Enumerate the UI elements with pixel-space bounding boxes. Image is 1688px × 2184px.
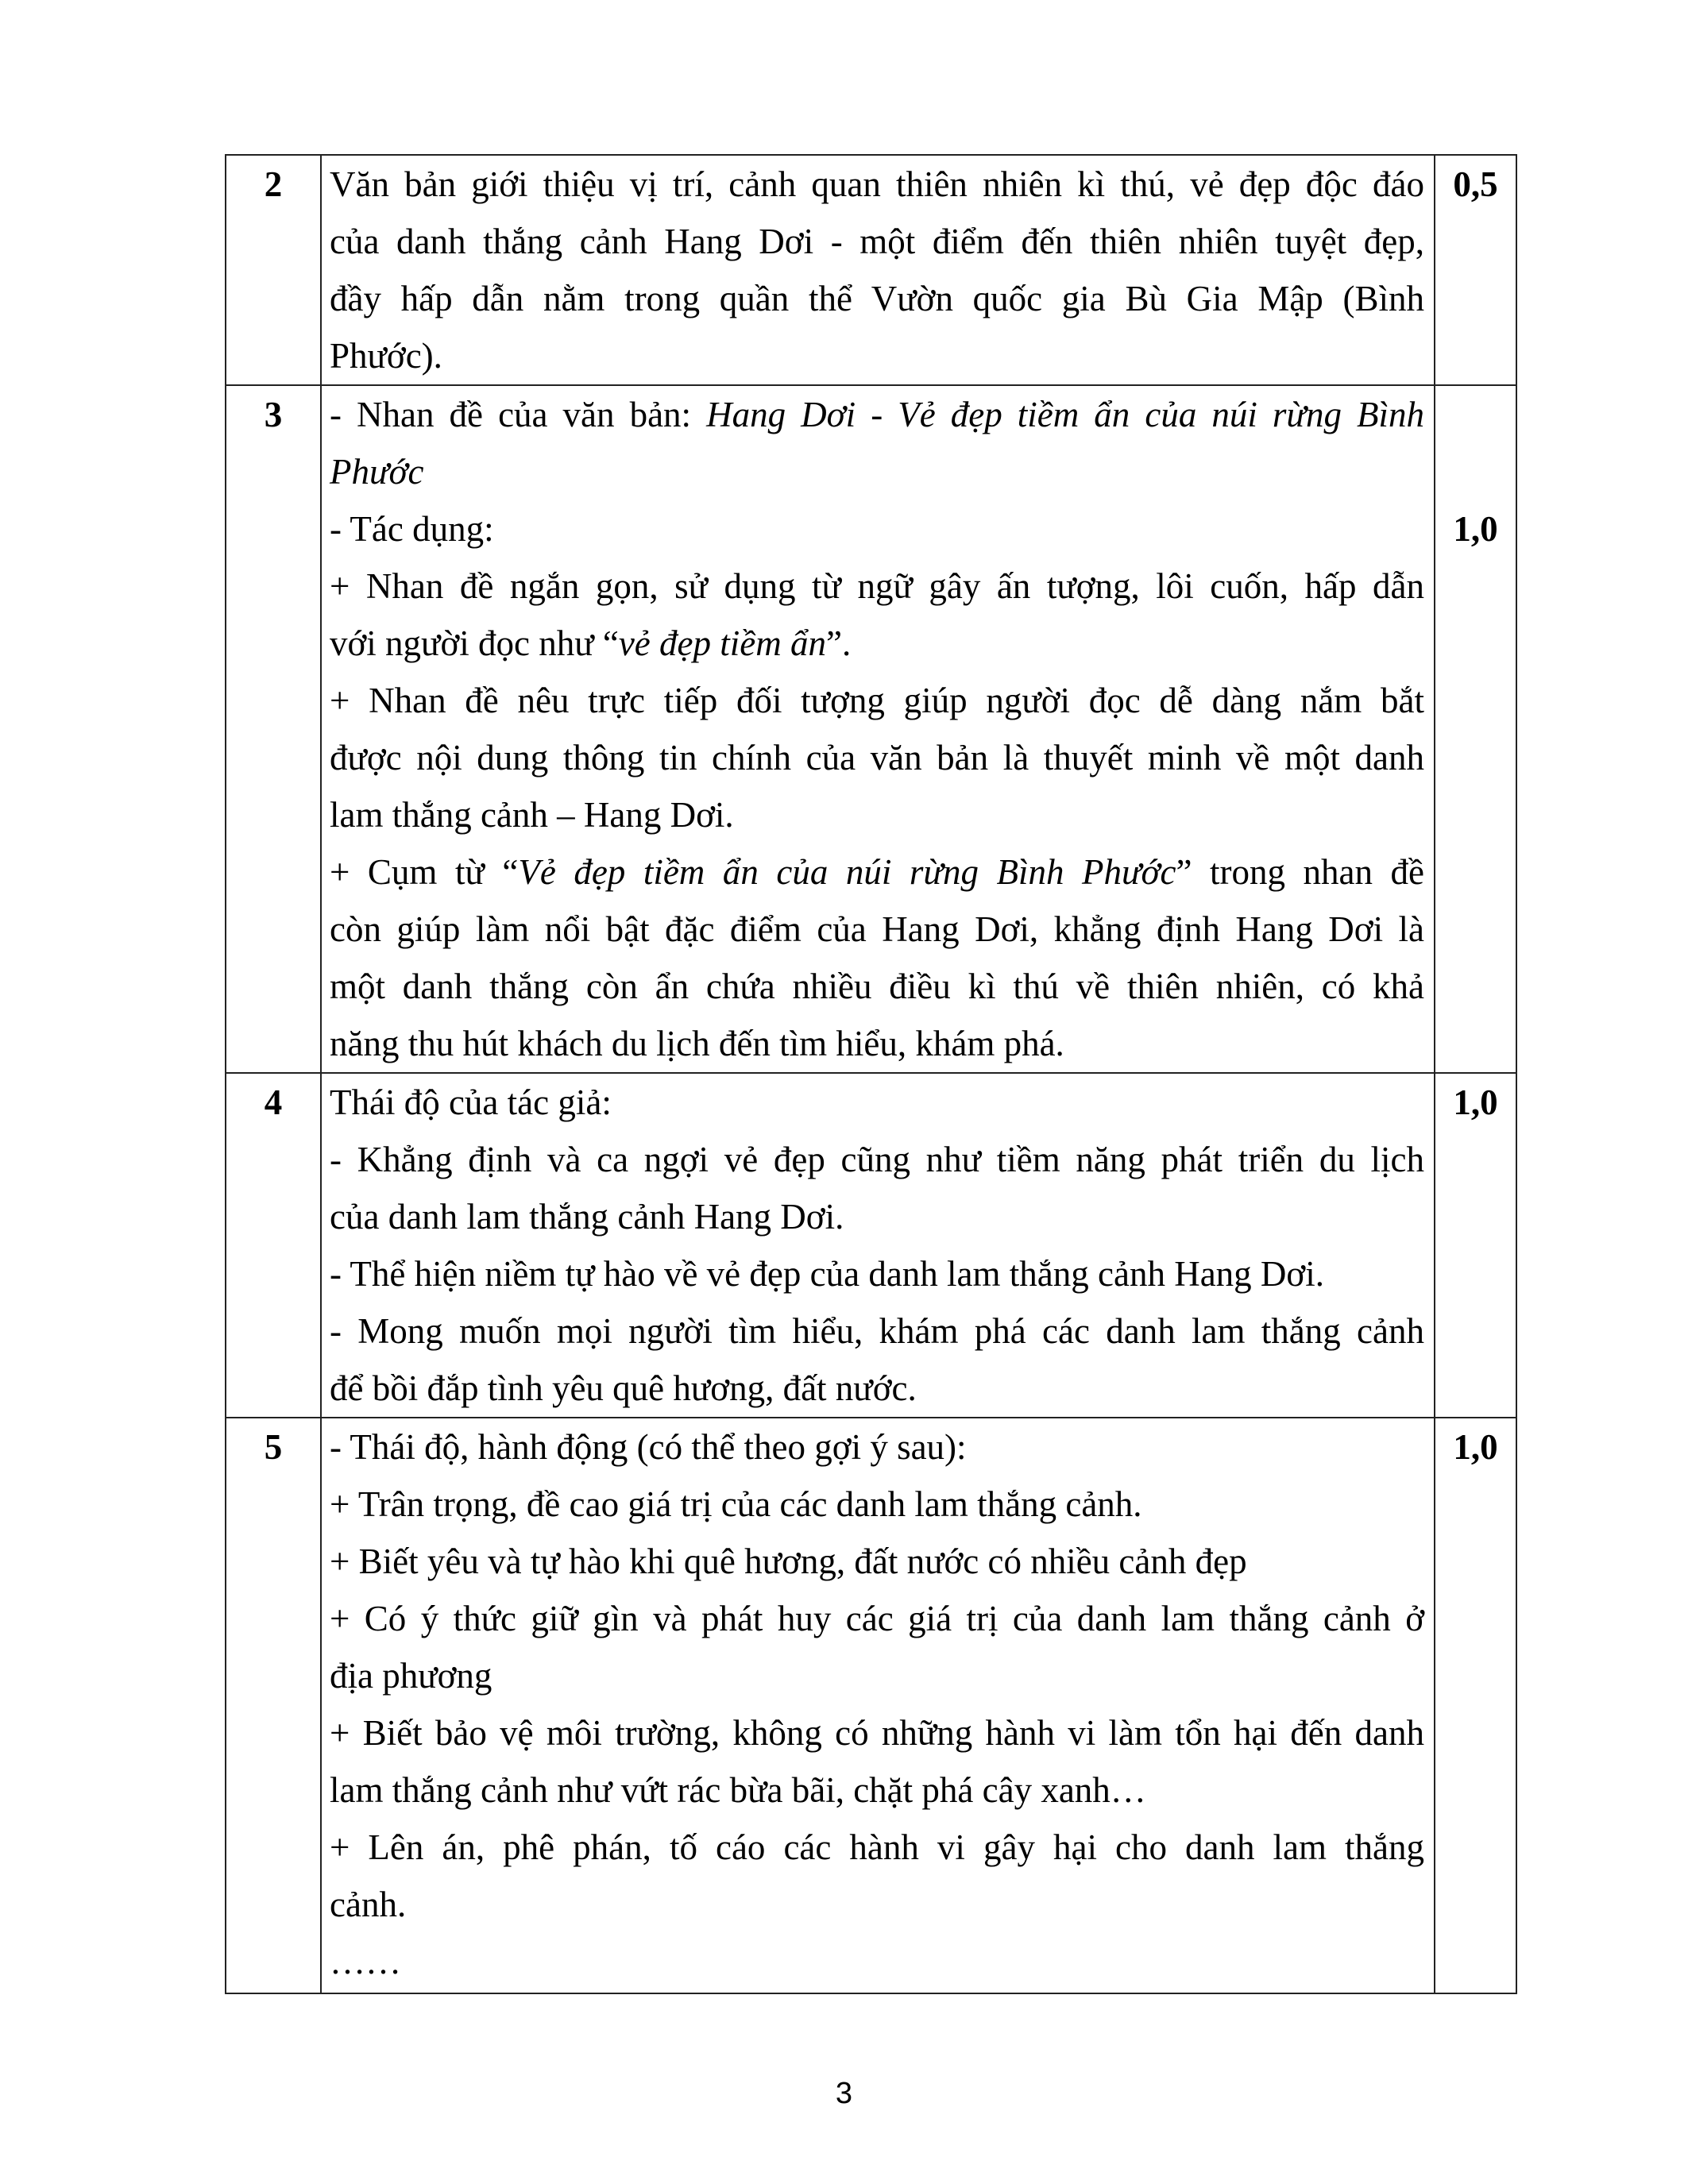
text: với người đọc như “ — [330, 623, 619, 663]
text: Phước). — [330, 336, 442, 376]
answer-content — [321, 385, 1435, 1073]
question-number: 5 — [226, 1418, 321, 1993]
answer-line — [330, 1302, 1424, 1360]
text: + Nhan đề ngắn gọn, sử dụng từ ngữ gây ấn tượng, lôi cuốn, hấp dẫn — [330, 566, 1424, 606]
text: còn giúp làm nổi bật đặc điểm của Hang Dơi, khẳng định Hang Dơi là — [330, 909, 1424, 949]
italic-text: Phước — [330, 452, 424, 492]
text: - Thể hiện niềm tự hào về vẻ đẹp của danh lam thắng cảnh Hang Dơi. — [330, 1254, 1324, 1294]
text: + Có ý thức giữ gìn và phát huy các giá trị của danh lam thắng cảnh ở — [330, 1599, 1424, 1638]
answer-line — [330, 672, 1424, 729]
question-number: 4 — [226, 1073, 321, 1418]
table-row — [226, 1418, 1516, 1993]
text: năng thu hút khách du lịch đến tìm hiểu, khám phá. — [330, 1024, 1064, 1063]
answer-line — [330, 1015, 1424, 1072]
answer-line — [330, 327, 1424, 384]
answer-line — [330, 1819, 1424, 1876]
score: 1,0 — [1435, 1418, 1516, 1993]
text: - Thái độ, hành động (có thể theo gợi ý sau): — [330, 1427, 967, 1467]
answer-line — [330, 1131, 1424, 1188]
text: được nội dung thông tin chính của văn bản là thuyết minh về một danh — [330, 738, 1424, 778]
text: ” trong nhan đề — [1176, 852, 1424, 892]
score: 1,0 — [1435, 1073, 1516, 1418]
text: + Biết bảo vệ môi trường, không có những hành vi làm tổn hại đến danh — [330, 1713, 1424, 1753]
text: địa phương — [330, 1656, 492, 1696]
table-row — [226, 385, 1516, 1073]
text: Văn bản giới thiệu vị trí, cảnh quan thiên nhiên kì thú, vẻ đẹp độc đáo — [330, 164, 1424, 204]
answer-line — [330, 1933, 1424, 1990]
question-number: 2 — [226, 155, 321, 385]
answer-content — [321, 1418, 1435, 1993]
text: + Lên án, phê phán, tố cáo các hành vi gây hại cho danh lam thắng — [330, 1827, 1424, 1867]
answer-line — [330, 1761, 1424, 1819]
text: ”. — [825, 623, 852, 663]
text: + Cụm từ “ — [330, 852, 519, 892]
answer-line — [330, 1074, 1424, 1131]
text: Thái độ của tác giả: — [330, 1082, 612, 1122]
answer-line — [330, 1418, 1424, 1476]
answer-line — [330, 1876, 1424, 1933]
answer-line — [330, 1360, 1424, 1417]
answer-content — [321, 155, 1435, 385]
answer-line — [330, 1704, 1424, 1761]
answer-line — [330, 1245, 1424, 1302]
answer-line — [330, 1647, 1424, 1704]
answer-line — [330, 500, 1424, 558]
answer-table-body — [226, 155, 1516, 1993]
text: để bồi đắp tình yêu quê hương, đất nước. — [330, 1368, 917, 1408]
italic-text: vẻ đẹp tiềm ẩn — [618, 623, 826, 663]
answer-line — [330, 729, 1424, 786]
answer-line — [330, 901, 1424, 958]
table-row — [226, 1073, 1516, 1418]
text: lam thắng cảnh – Hang Dơi. — [330, 795, 734, 835]
text: đầy hấp dẫn nằm trong quần thể Vườn quốc gia Bù Gia Mập (Bình — [330, 279, 1424, 318]
answer-line — [330, 1188, 1424, 1245]
italic-text: Hang Dơi - Vẻ đẹp tiềm ẩn của núi rừng Bình — [706, 395, 1424, 434]
text: lam thắng cảnh như vứt rác bừa bãi, chặt phá cây xanh… — [330, 1770, 1146, 1810]
question-number: 3 — [226, 385, 321, 1073]
text: của danh lam thắng cảnh Hang Dơi. — [330, 1197, 844, 1237]
text: - Khẳng định và ca ngợi vẻ đẹp cũng như tiềm năng phát triển du lịch — [330, 1140, 1424, 1179]
answer-line — [330, 386, 1424, 443]
answer-line — [330, 1533, 1424, 1590]
answer-line — [330, 1476, 1424, 1533]
text: một danh thắng còn ẩn chứa nhiều điều kì thú về thiên nhiên, có khả — [330, 967, 1424, 1006]
answer-content — [321, 1073, 1435, 1418]
answer-line — [330, 443, 1424, 500]
table-row — [226, 155, 1516, 385]
answer-line — [330, 786, 1424, 843]
text: - Nhan đề của văn bản: — [330, 395, 707, 434]
answer-line — [330, 270, 1424, 327]
text: …… — [330, 1942, 401, 1981]
text: + Nhan đề nêu trực tiếp đối tượng giúp người đọc dễ dàng nắm bắt — [330, 681, 1424, 720]
text: + Trân trọng, đề cao giá trị của các danh lam thắng cảnh. — [330, 1484, 1142, 1524]
text: của danh thắng cảnh Hang Dơi - một điểm đến thiên nhiên tuyệt đẹp, — [330, 222, 1424, 261]
answer-table — [225, 154, 1517, 1994]
score: 1,0 — [1435, 385, 1516, 1073]
answer-line — [330, 156, 1424, 213]
text: cảnh. — [330, 1885, 407, 1924]
answer-line — [330, 615, 1424, 672]
score: 0,5 — [1435, 155, 1516, 385]
answer-line — [330, 213, 1424, 270]
text: + Biết yêu và tự hào khi quê hương, đất nước có nhiều cảnh đẹp — [330, 1542, 1247, 1581]
answer-line — [330, 958, 1424, 1015]
text: - Tác dụng: — [330, 509, 494, 549]
answer-line — [330, 843, 1424, 901]
answer-line — [330, 558, 1424, 615]
text: - Mong muốn mọi người tìm hiểu, khám phá các danh lam thắng cảnh — [330, 1311, 1424, 1351]
page-number: 3 — [835, 2077, 853, 2110]
answer-line — [330, 1590, 1424, 1647]
italic-text: Vẻ đẹp tiềm ẩn của núi rừng Bình Phước — [518, 852, 1176, 892]
